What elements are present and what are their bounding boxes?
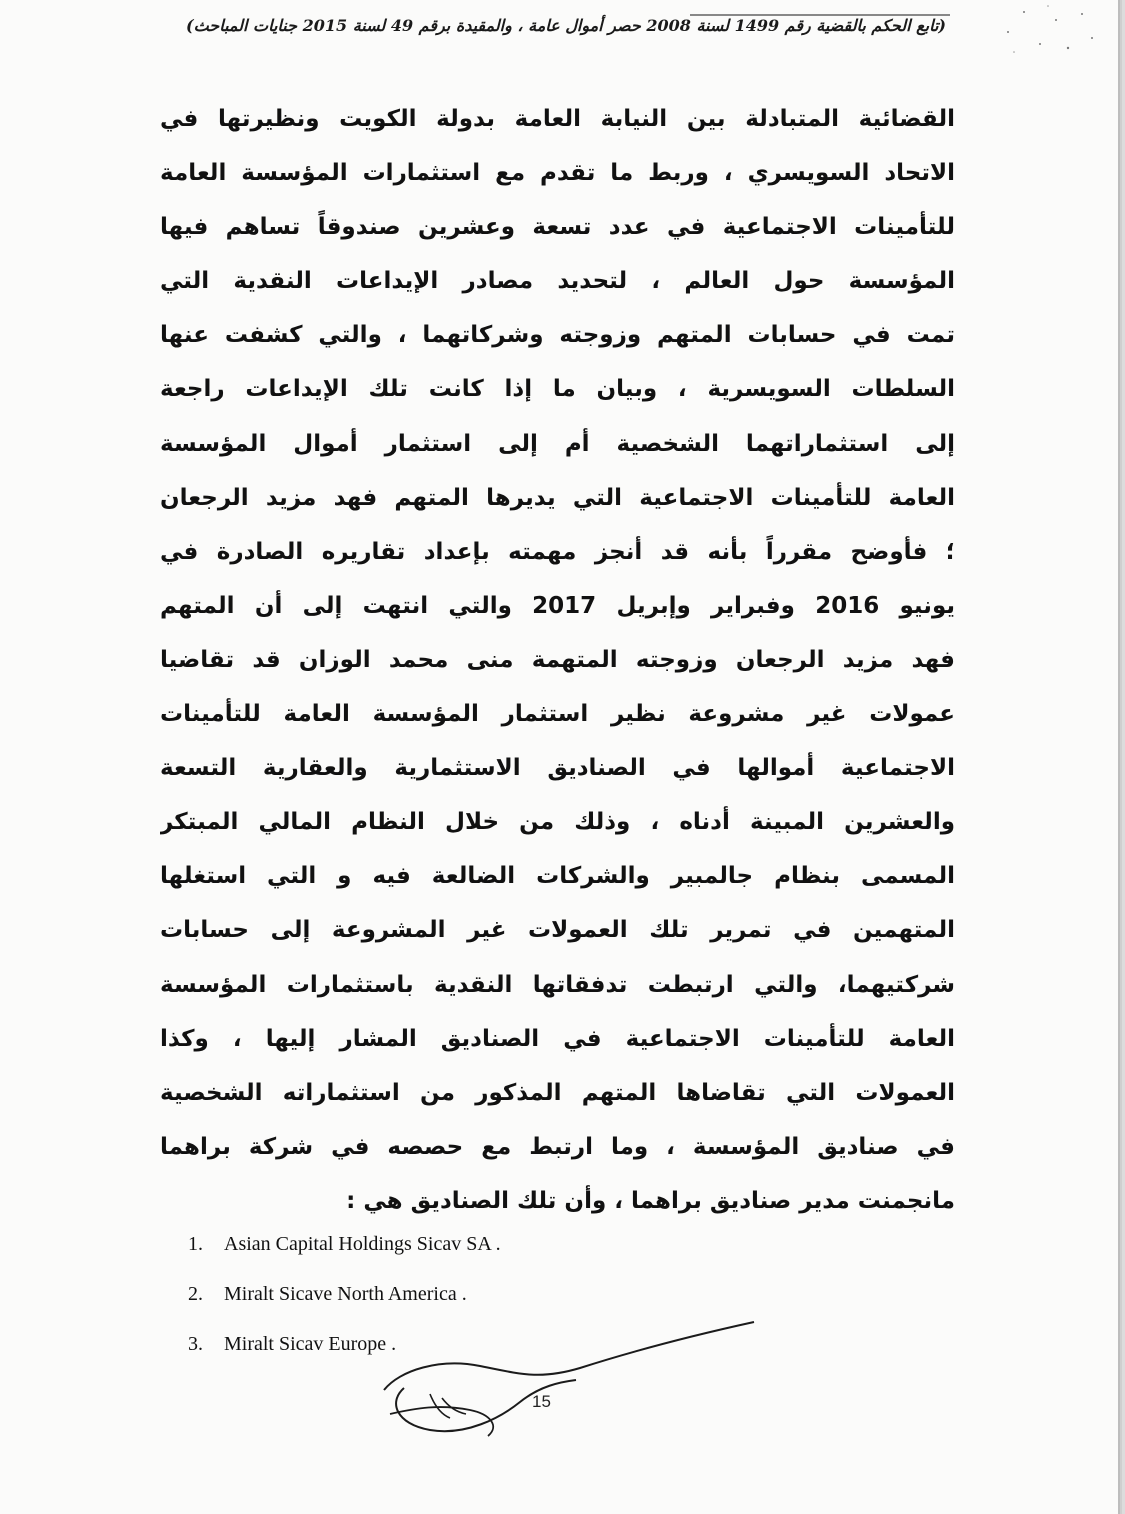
page-number: 15 (532, 1392, 551, 1411)
scan-speckles (996, 0, 1106, 60)
body-line: إلى استثماراتهما الشخصية أم إلى استثمار أموال المؤسسة (160, 430, 955, 457)
body-line: السلطات السويسرية ، وبيان ما إذا كانت تلك الإيداعات راجعة (160, 376, 955, 403)
list-item-number: 1. (188, 1233, 203, 1255)
page-header: (تابع الحكم بالقضية رقم 1499 لسنة 2008 حصر أموال عامة ، والمقيدة برقم 49 لسنة 2015 جنايات المباحث) (186, 16, 946, 35)
body-line: العامة للتأمينات الاجتماعية في الصناديق المشار إليها ، وكذا (160, 1025, 955, 1052)
list-item-name: Miralt Sicav Europe . (224, 1333, 397, 1355)
body-line: العامة للتأمينات الاجتماعية التي يديرها المتهم فهد مزيد الرجعان (160, 484, 955, 511)
body-line: شركتيهما، والتي ارتبطت تدفقاتها النقدية باستثمارات المؤسسة (160, 971, 955, 998)
list-item (188, 1274, 501, 1324)
body-line: المسمى بنظام جالمبير والشركات الضالعة فيه و التي استغلها (160, 863, 955, 890)
body-line: عمولات غير مشروعة نظير استثمار المؤسسة العامة للتأمينات (160, 701, 955, 728)
body-line: للتأمينات الاجتماعية في عدد تسعة وعشرين صندوقاً تساهم فيها (160, 214, 955, 241)
list-item (188, 1224, 501, 1274)
list-item-number: 3. (188, 1333, 203, 1355)
body-paragraph (160, 92, 955, 1228)
list-item-name: Miralt Sicave North America . (224, 1283, 467, 1305)
header-strike-line (690, 14, 950, 21)
body-line: والعشرين المبينة أدناه ، وذلك من خلال النظام المالي المبتكر (160, 809, 955, 836)
body-line: المؤسسة حول العالم ، لتحديد مصادر الإيداعات النقدية التي (160, 268, 955, 295)
list-item-number: 2. (188, 1283, 203, 1305)
body-line: الاتحاد السويسري ، وربط ما تقدم مع استثمارات المؤسسة العامة (160, 160, 955, 187)
body-line: الاجتماعية أموالها في الصناديق الاستثمارية والعقارية التسعة (160, 755, 955, 782)
list-item-name: Asian Capital Holdings Sicav SA . (224, 1233, 501, 1255)
body-line: ؛ فأوضح مقرراً بأنه قد أنجز مهمته بإعداد تقاريره الصادرة في (160, 538, 955, 565)
signature-icon (370, 1318, 770, 1458)
body-line: مانجمنت مدير صناديق براهما ، وأن تلك الصناديق هي : (346, 1187, 955, 1214)
body-line: المتهمين في تمرير تلك العمولات غير المشروعة إلى حسابات (160, 917, 955, 944)
body-line: في صناديق المؤسسة ، وما ارتبط مع حصصه في شركة براهما (160, 1133, 955, 1160)
body-line: يونيو 2016 وفبراير وإبريل 2017 والتي انتهت إلى أن المتهم (160, 592, 955, 619)
body-line: تمت في حسابات المتهم وزوجته وشركاتهما ، والتي كشفت عنها (160, 322, 955, 349)
body-line: العمولات التي تقاضاها المتهم المذكور من استثماراته الشخصية (160, 1079, 955, 1106)
body-line: القضائية المتبادلة بين النيابة العامة بدولة الكويت ونظيرتها في (160, 106, 955, 132)
body-line: فهد مزيد الرجعان وزوجته المتهمة منى محمد الوزان قد تقاضيا (160, 646, 955, 673)
